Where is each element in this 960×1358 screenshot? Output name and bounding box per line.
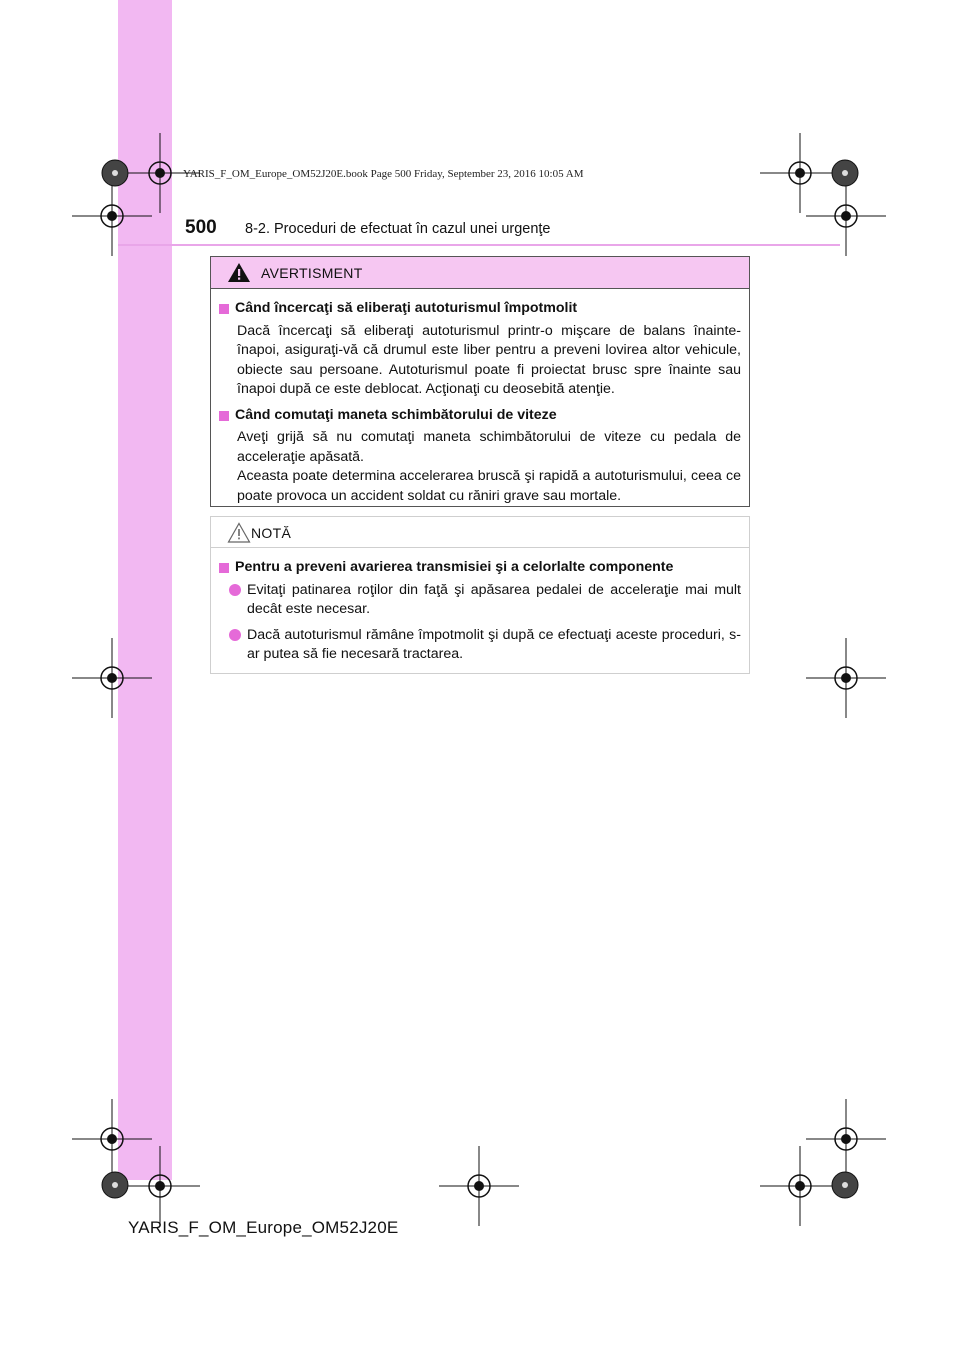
warning-paragraph: Dacă încercaţi să eliberaţi autoturismul printr-o mişcare de balans înainte-înapoi, asiguraţi-vă că drumul este liber pentru a preveni lovirea altor vehicule, obiecte sau persoane. Autoturismul poate fi proiectat brusc spre înainte sau înapoi după ce este deblocat. Acţionaţi cu deosebită atenţie. xyxy=(237,322,741,397)
color-target-mark xyxy=(102,1172,128,1198)
color-target-mark xyxy=(832,160,858,186)
book-info-line: YARIS_F_OM_Europe_OM52J20E.book Page 500 Friday, September 23, 2016 10:05 AM xyxy=(183,168,584,180)
crosshair-mark xyxy=(760,133,840,213)
note-content xyxy=(211,548,749,665)
warning-paragraph: Aveţi grijă să nu comutaţi maneta schimbătorului de viteze cu pedala de acceleraţie apăsată. xyxy=(237,429,741,465)
note-label: NOTĂ xyxy=(251,525,292,541)
section-title: 8-2. Proceduri de efectuat în cazul unei urgenţe xyxy=(245,221,551,237)
crosshair-mark xyxy=(439,1146,519,1226)
color-target-mark xyxy=(102,160,128,186)
square-bullet-icon xyxy=(219,411,229,421)
crosshair-mark xyxy=(806,638,886,718)
round-bullet-icon xyxy=(229,584,241,596)
square-bullet-icon xyxy=(219,563,229,573)
note-bullet: Dacă autoturismul rămâne împotmolit şi după ce efectuaţi aceste proceduri, s-ar putea să fie necesară tractarea. xyxy=(229,626,741,665)
note-bullet: Evitaţi patinarea roţilor din faţă şi apăsarea pedalei de acceleraţie mai mult decât este necesar. xyxy=(229,581,741,620)
note-heading: Pentru a preveni avarierea transmisiei şi a celorlalte componente xyxy=(219,558,741,578)
warning-box xyxy=(210,256,750,507)
warning-heading: Când comutaţi maneta schimbătorului de viteze xyxy=(219,406,741,426)
note-box xyxy=(210,516,750,674)
square-bullet-icon xyxy=(219,304,229,314)
crosshair-mark xyxy=(806,1099,886,1179)
crosshair-mark xyxy=(72,638,152,718)
color-target-mark xyxy=(832,1172,858,1198)
crosshair-mark xyxy=(760,1146,840,1226)
header-rule xyxy=(118,244,840,246)
page-number: 500 xyxy=(185,217,217,238)
warning-heading: Când încercaţi să eliberaţi autoturismul împotmolit xyxy=(219,299,741,319)
footer-doc-id: YARIS_F_OM_Europe_OM52J20E xyxy=(128,1218,399,1237)
crosshair-mark xyxy=(72,1099,152,1179)
warning-content xyxy=(211,289,749,506)
note-header xyxy=(211,517,749,548)
caution-triangle-icon xyxy=(227,522,251,543)
crosshair-mark xyxy=(120,1146,200,1226)
round-bullet-icon xyxy=(229,629,241,641)
warning-triangle-icon xyxy=(227,262,251,283)
warning-paragraph: Aceasta poate determina accelerarea bruscă şi rapidă a autoturismului, ceea ce poate provoca un accident soldat cu răniri grave sau mortale. xyxy=(237,468,741,504)
warning-label: AVERTISMENT xyxy=(261,265,363,281)
warning-header xyxy=(211,257,749,289)
